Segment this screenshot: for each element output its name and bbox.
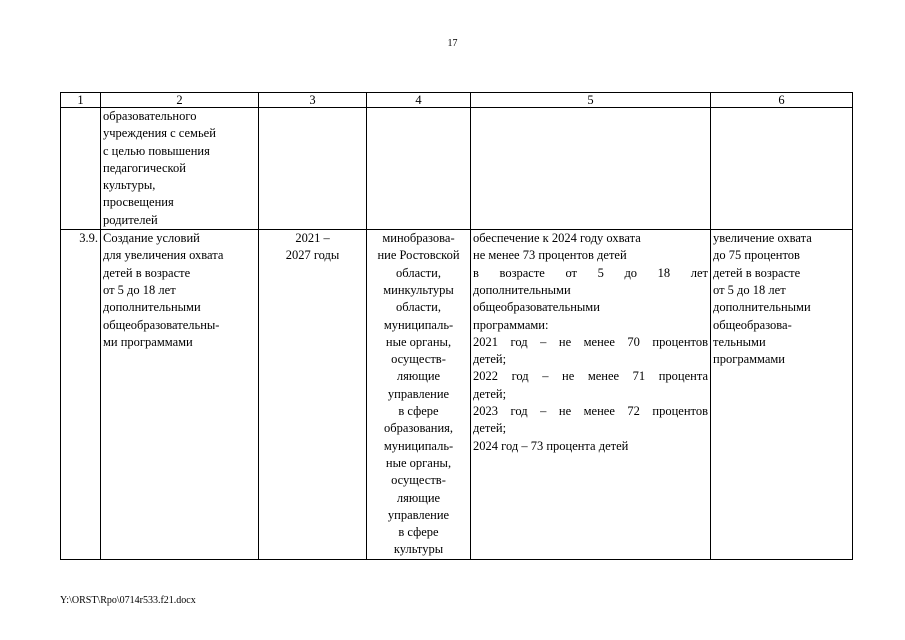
cell-text-line: с целью повышения	[103, 143, 210, 158]
cell-text-line: области,	[396, 265, 441, 280]
cell-number	[61, 108, 101, 230]
cell-text-line: общеобразовательны-	[103, 317, 220, 332]
cell-text-line: 2027 годы	[285, 248, 340, 263]
cell-text-line: управление	[387, 386, 450, 401]
cell-text-line: культуры	[393, 542, 444, 557]
cell-text-line: культуры,	[103, 178, 156, 193]
cell-text-line: ми программами	[103, 334, 193, 349]
cell-text-line: ные органы,	[385, 455, 452, 470]
cell-text-line: общеобразова-	[713, 317, 792, 332]
cell-text-line: муниципаль-	[383, 317, 454, 332]
cell-text-line: осуществ-	[391, 352, 446, 367]
cell-text-line: в сфере	[398, 525, 439, 540]
column-header-3: 3	[259, 93, 367, 108]
cell-responsible	[367, 108, 471, 230]
cell-text-line: 2023 год – не менее 72 процентов	[473, 404, 708, 419]
cell-responsible	[367, 230, 471, 560]
cell-text-line: программами	[713, 352, 785, 367]
page-number: 17	[447, 38, 458, 49]
cell-text-line: Создание условий	[103, 231, 200, 246]
table-row-continued	[61, 108, 853, 230]
cell-text-line: образовательного	[103, 109, 197, 123]
cell-text-line: от 5 до 18 лет	[713, 282, 786, 297]
cell-text-line: образования,	[383, 421, 454, 436]
cell-text-line: ные органы,	[385, 334, 452, 349]
cell-text-line: родителей	[103, 212, 158, 227]
cell-text-line: детей;	[473, 352, 507, 367]
cell-text-line: управление	[387, 507, 450, 522]
cell-activity	[101, 108, 259, 230]
cell-text-line: осуществ-	[391, 473, 446, 488]
table-row-3-9	[61, 230, 853, 560]
cell-text-line: ляющие	[396, 369, 441, 384]
cell-text-line: программами:	[473, 317, 549, 332]
cell-text-line: детей в возрасте	[713, 265, 801, 280]
cell-text-line: общеобразовательными	[473, 300, 600, 315]
cell-text-line: дополнительными	[103, 300, 201, 315]
cell-text-line: в сфере	[398, 404, 439, 419]
header-row	[61, 93, 853, 108]
cell-text-line: 2024 год – 73 процента детей	[473, 438, 629, 453]
cell-text-line: от 5 до 18 лет	[103, 282, 176, 297]
cell-text-line: учреждения с семьей	[103, 126, 216, 141]
cell-text-line: обеспечение к 2024 году охвата	[473, 231, 641, 246]
cell-text-line: для увеличения охвата	[103, 248, 224, 263]
cell-text-line: в возрасте от 5 до 18 лет	[473, 265, 708, 280]
column-header-5: 5	[471, 93, 711, 108]
cell-number: 3.9.	[61, 230, 101, 560]
cell-result	[471, 108, 711, 230]
cell-activity	[101, 230, 259, 560]
cell-text-line: минкультуры	[383, 282, 454, 297]
cell-text-line: 2021 год – не менее 70 процентов	[473, 334, 708, 349]
cell-text-line: детей;	[473, 421, 507, 436]
cell-text-line: дополнительными	[473, 282, 571, 297]
cell-text-line: области,	[396, 300, 441, 315]
cell-result	[471, 230, 711, 560]
cell-text-line: педагогической	[103, 160, 186, 175]
footer-file-path: Y:\ORST\Rpo\0714r533.f21.docx	[60, 595, 196, 606]
cell-text-line: ляющие	[396, 490, 441, 505]
cell-text-line: дополнительными	[713, 300, 811, 315]
cell-text-line: увеличение охвата	[713, 231, 812, 246]
cell-text-line: 2021 –	[295, 231, 330, 246]
cell-text-line: минобразова-	[382, 231, 455, 246]
cell-text-line: тельными	[713, 334, 766, 349]
column-header-2: 2	[101, 93, 259, 108]
cell-text-line: просвещения	[103, 195, 174, 210]
cell-effect	[711, 230, 853, 560]
cell-period	[259, 108, 367, 230]
cell-period	[259, 230, 367, 560]
cell-text-line: детей в возрасте	[103, 265, 191, 280]
cell-text-line: детей;	[473, 386, 507, 401]
cell-text-line: муниципаль-	[383, 438, 454, 453]
cell-text-line: не менее 73 процентов детей	[473, 248, 627, 263]
column-header-1: 1	[61, 93, 101, 108]
column-header-6: 6	[711, 93, 853, 108]
column-header-4: 4	[367, 93, 471, 108]
cell-text-line: до 75 процентов	[713, 248, 800, 263]
cell-text-line: ние Ростовской	[377, 248, 460, 263]
cell-effect	[711, 108, 853, 230]
document-table	[60, 92, 853, 560]
cell-text-line: 2022 год – не менее 71 процента	[473, 369, 708, 384]
